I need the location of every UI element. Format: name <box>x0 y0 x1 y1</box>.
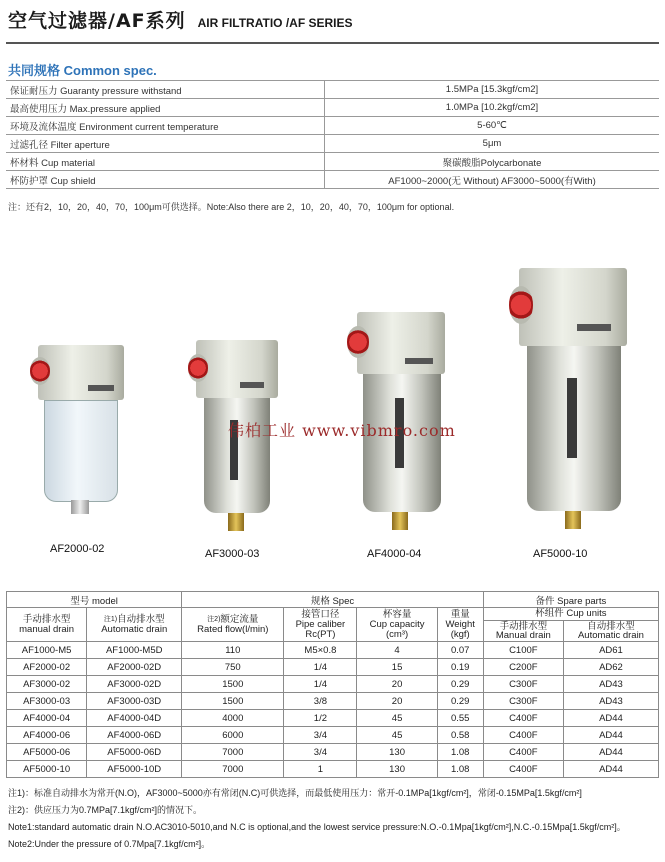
footnotes <box>8 785 626 853</box>
header-spec: 规格 Spec <box>182 592 483 608</box>
table-cell: C400F <box>483 727 563 744</box>
table-cell: 1 <box>284 761 357 778</box>
product-label: AF2000-02 <box>50 543 105 555</box>
table-cell: 1500 <box>182 693 284 710</box>
product-af5000-image <box>505 268 635 536</box>
footnote: 注2)：供应压力为0.7MPa[7.1kgf/cm²]的情况下。 <box>8 805 203 815</box>
table-cell: AF2000-02 <box>7 659 87 676</box>
header-auto-en: Automatic drain <box>101 623 168 635</box>
table-cell: 0.58 <box>437 727 483 744</box>
table-cell: 1/4 <box>284 659 357 676</box>
title-divider <box>6 42 659 44</box>
header-spare: 备件 Spare parts <box>483 592 658 608</box>
table-cell: 20 <box>357 693 437 710</box>
header-flow-zh: 额定流量 <box>220 613 259 625</box>
table-cell: 1/2 <box>284 710 357 727</box>
table-cell: AF5000-10D <box>87 761 182 778</box>
header-cup-manual <box>483 621 563 642</box>
table-cell: 7000 <box>182 744 284 761</box>
table-cell: AD62 <box>563 659 658 676</box>
header-pipe <box>284 608 357 642</box>
product-af2000-image <box>30 345 130 535</box>
spec-label: 环境及流体温度 Environment current temperature <box>6 117 325 135</box>
table-cell: 7000 <box>182 761 284 778</box>
header-manual-zh: 手动排水型 <box>22 613 71 625</box>
table-cell: M5×0.8 <box>284 642 357 659</box>
table-row <box>7 710 659 727</box>
common-spec-table <box>6 80 659 189</box>
table-row <box>7 761 659 778</box>
table-cell: 20 <box>357 676 437 693</box>
table-cell: AF3000-02D <box>87 676 182 693</box>
table-cell: 130 <box>357 761 437 778</box>
table-cell: 750 <box>182 659 284 676</box>
spec-value: 5μm <box>325 135 660 153</box>
header-auto <box>87 608 182 642</box>
header-cup-unit: (cm³) <box>385 628 409 640</box>
header-cup <box>357 608 437 642</box>
table-cell: 3/4 <box>284 744 357 761</box>
product-label: AF4000-04 <box>367 548 422 560</box>
note2-marker: 注2) <box>207 615 221 623</box>
table-cell: C300F <box>483 676 563 693</box>
table-cell: 1/4 <box>284 676 357 693</box>
table-row <box>7 676 659 693</box>
header-weight-zh: 重量 <box>450 608 470 620</box>
table-cell: 4000 <box>182 710 284 727</box>
spec-label: 杯防护罩 Cup shield <box>6 171 325 189</box>
header-pipe-zh: 接管口径 <box>301 608 340 620</box>
footnote: Note2:Under the pressure of 0.7Mpa[7.1kgf/cm²]。 <box>8 839 211 849</box>
note1-marker: 注1) <box>103 615 118 623</box>
table-cell: AF1000-M5D <box>87 642 182 659</box>
product-label: AF5000-10 <box>533 548 588 560</box>
aperture-note: 注：还有2，10，20，40，70，100μm可供选择。Note:Also there are 2，10，20，40，70，100μm for optional. <box>8 202 455 212</box>
header-cup-manual-en: Manual drain <box>495 630 551 641</box>
header-auto-zh: 自动排水型 <box>117 613 165 625</box>
spec-label: 保证耐压力 Guaranty pressure withstand <box>6 81 325 99</box>
header-weight-en: Weight <box>445 618 475 630</box>
product-label: AF3000-03 <box>205 548 260 560</box>
header-manual-en: manual drain <box>19 623 75 635</box>
table-cell: 0.19 <box>437 659 483 676</box>
model-spec-table <box>6 591 659 778</box>
table-cell: AD44 <box>563 744 658 761</box>
title-zh: 空气过滤器/AF系列 <box>8 10 186 32</box>
table-cell: AD43 <box>563 676 658 693</box>
header-cup-auto-en: Automatic drain <box>577 630 644 641</box>
spec-row <box>6 153 659 171</box>
table-cell: AF4000-06D <box>87 727 182 744</box>
table-cell: AF4000-04D <box>87 710 182 727</box>
table-cell: 110 <box>182 642 284 659</box>
spec-label: 最高使用压力 Max.pressure applied <box>6 99 325 117</box>
table-subheader-row <box>7 608 659 621</box>
watermark: 伟柏工业 www.vibmro.com <box>228 421 456 440</box>
spec-row <box>6 171 659 189</box>
table-cell: AF2000-02D <box>87 659 182 676</box>
header-cup-auto-zh: 自动排水型 <box>587 621 635 632</box>
spec-value: AF1000~2000(无 Without) AF3000~5000(有With) <box>325 171 660 189</box>
table-cell: 4 <box>357 642 437 659</box>
table-cell: 0.29 <box>437 693 483 710</box>
footnote: 注1)：标准自动排水为常开(N.O)，AF3000~5000亦有常闭(N.C)可供选择，而最低使用压力：常开-0.1MPa[1kgf/cm²]，常闭-0.15MPa[1.5kgf/cm²] <box>8 788 582 798</box>
header-weight <box>437 608 483 642</box>
table-row <box>7 659 659 676</box>
header-pipe-rc: Rc(PT) <box>305 628 336 640</box>
spec-value: 聚碳酸脂Polycarbonate <box>325 153 660 171</box>
table-cell: 45 <box>357 727 437 744</box>
spec-row <box>6 135 659 153</box>
table-cell: AD44 <box>563 727 658 744</box>
table-cell: AF4000-06 <box>7 727 87 744</box>
table-cell: AF3000-02 <box>7 676 87 693</box>
table-cell: C300F <box>483 693 563 710</box>
header-cup-manual-zh: 手动排水型 <box>499 621 548 632</box>
table-row <box>7 744 659 761</box>
table-cell: C400F <box>483 744 563 761</box>
table-cell: 3/8 <box>284 693 357 710</box>
header-cup-zh: 杯容量 <box>382 608 412 620</box>
table-cell: 45 <box>357 710 437 727</box>
page-title <box>8 6 353 33</box>
header-weight-unit: (kgf) <box>450 628 470 640</box>
spec-value: 1.0MPa [10.2kgf/cm2] <box>325 99 660 117</box>
table-cell: 1500 <box>182 676 284 693</box>
table-cell: C400F <box>483 761 563 778</box>
table-body <box>7 642 659 778</box>
table-row <box>7 642 659 659</box>
table-cell: 1.08 <box>437 744 483 761</box>
footnote: Note1:standard automatic drain N.O.AC3010-5010,and N.C is optional,and the lowest service pressure:N.O.-0.1Mpa[1kgf/cm²],N.C.-0.15Mpa[1.5kgf/cm²]。 <box>8 822 626 832</box>
spec-row <box>6 81 659 99</box>
header-manual <box>7 608 87 642</box>
table-cell: 1.08 <box>437 761 483 778</box>
table-cell: 3/4 <box>284 727 357 744</box>
spec-section-title: 共同规格 Common spec. <box>8 63 157 78</box>
table-cell: AD43 <box>563 693 658 710</box>
spec-row <box>6 99 659 117</box>
table-cell: AF3000-03D <box>87 693 182 710</box>
spec-label: 杯材料 Cup material <box>6 153 325 171</box>
table-cell: AF5000-06 <box>7 744 87 761</box>
title-en: AIR FILTRATIO /AF SERIES <box>197 16 353 30</box>
table-cell: 0.29 <box>437 676 483 693</box>
table-cell: AF5000-10 <box>7 761 87 778</box>
header-cup-units: 杯组件 Cup units <box>483 608 658 621</box>
spec-value: 5-60℃ <box>325 117 660 135</box>
table-cell: C400F <box>483 710 563 727</box>
spec-label: 过滤孔径 Filter aperture <box>6 135 325 153</box>
table-cell: C200F <box>483 659 563 676</box>
table-cell: 15 <box>357 659 437 676</box>
header-model: 型号 model <box>7 592 182 608</box>
header-cup-en: Cup capacity <box>369 618 425 630</box>
spec-row <box>6 117 659 135</box>
header-cup-auto <box>563 621 658 642</box>
table-cell: 6000 <box>182 727 284 744</box>
table-cell: AF1000-M5 <box>7 642 87 659</box>
table-row <box>7 693 659 710</box>
table-cell: AD61 <box>563 642 658 659</box>
spec-value: 1.5MPa [15.3kgf/cm2] <box>325 81 660 99</box>
table-cell: 0.07 <box>437 642 483 659</box>
table-cell: AF5000-06D <box>87 744 182 761</box>
header-pipe-en: Pipe caliber <box>295 618 346 630</box>
table-cell: AF4000-04 <box>7 710 87 727</box>
table-cell: 0.55 <box>437 710 483 727</box>
table-row <box>7 727 659 744</box>
table-cell: 130 <box>357 744 437 761</box>
table-cell: AD44 <box>563 710 658 727</box>
header-flow-en: Rated flow(l/min) <box>197 623 269 635</box>
table-cell: AF3000-03 <box>7 693 87 710</box>
table-header-row <box>7 592 659 608</box>
header-flow <box>182 608 284 642</box>
table-cell: C100F <box>483 642 563 659</box>
table-cell: AD44 <box>563 761 658 778</box>
